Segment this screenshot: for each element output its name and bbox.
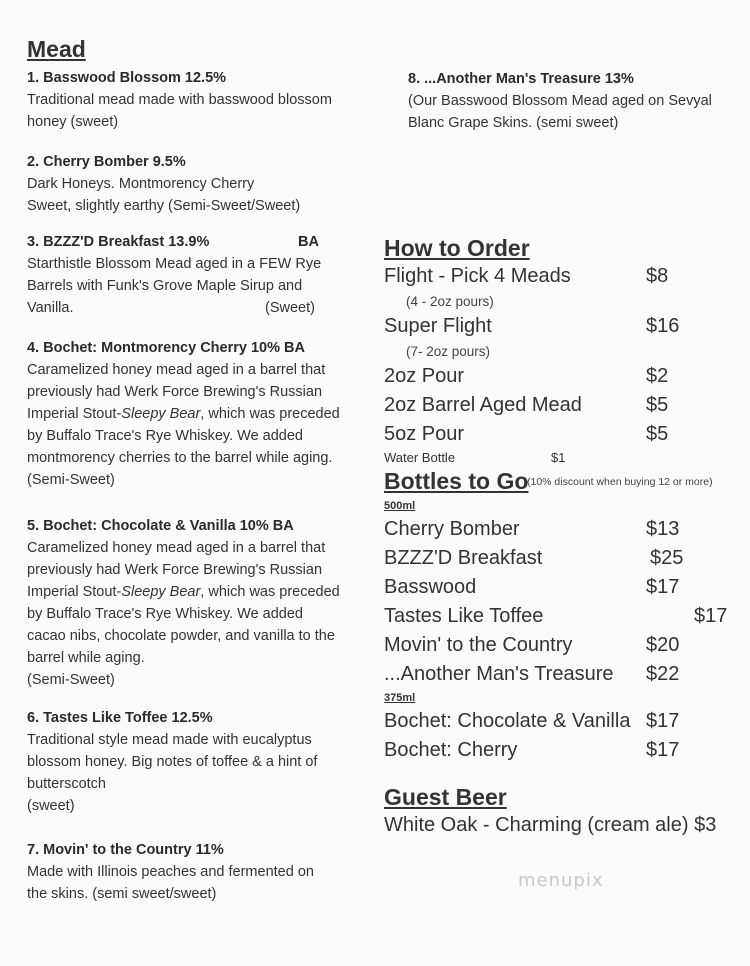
mead-item-1 [27, 67, 367, 133]
price-row-super-flight [384, 312, 734, 341]
bottles-heading [384, 467, 734, 497]
item-title: 2. Cherry Bomber 9.5% [27, 154, 186, 170]
bulk-discount-note: (10% discount when buying 12 or more) [527, 476, 713, 488]
price-row-2oz-pour [384, 362, 734, 391]
mead-heading: Mead [27, 36, 86, 62]
item-desc-line: the skins. (semi sweet/sweet) [27, 886, 217, 902]
item-desc-line: barrel while aging. [27, 650, 145, 666]
row-price: $17 [646, 739, 680, 761]
item-title: 6. Tastes Like Toffee 12.5% [27, 710, 213, 726]
mead-item-8 [408, 68, 738, 134]
item-title: 4. Bochet: Montmorency Cherry 10% BA [27, 340, 305, 356]
row-label: 2oz Pour [384, 365, 465, 387]
item-title: 8. ...Another Man's Treasure 13% [408, 71, 634, 87]
item-title-text: 3. BZZZ'D Breakfast 13.9% [27, 234, 210, 250]
guest-beer-row: White Oak - Charming (cream ale) $3 [384, 814, 717, 836]
row-price: $16 [646, 315, 680, 337]
item-desc-text: , which was preceded [200, 406, 340, 422]
bottle-row [384, 631, 734, 660]
row-label: BZZZ'D Breakfast [384, 547, 543, 569]
row-price: $25 [650, 547, 684, 569]
row-price: $22 [646, 663, 680, 685]
row-label: Flight - Pick 4 Meads [384, 265, 571, 287]
bottle-row [384, 544, 734, 573]
menupix-watermark: menupix [518, 870, 604, 891]
item-desc-line: Barrels with Funk's Grove Maple Sirup and [27, 278, 303, 294]
price-row-water-bottle [384, 449, 734, 467]
item-desc-line: Traditional mead made with basswood blossom [27, 92, 332, 108]
row-label: Super Flight [384, 315, 492, 337]
row-price: $2 [646, 365, 669, 387]
item-desc-line: (sweet) [27, 798, 75, 814]
item-desc-text: , which was preceded [200, 584, 340, 600]
bottle-row [384, 602, 734, 631]
item-desc-line: Sweet, slightly earthy (Semi-Sweet/Sweet) [27, 198, 301, 214]
item-desc-line: blossom honey. Big notes of toffee & a hint of [27, 754, 318, 770]
item-desc-italic: Sleepy Bear [121, 584, 201, 600]
how-to-order-heading: How to Order [384, 235, 530, 261]
sweetness-label: (Sweet) [265, 300, 315, 316]
item-title: 5. Bochet: Chocolate & Vanilla 10% BA [27, 518, 294, 534]
item-desc-line: honey (sweet) [27, 114, 119, 130]
item-desc-line [27, 581, 367, 603]
item-desc-line: Made with Illinois peaches and fermented on [27, 864, 314, 880]
bottle-row [384, 707, 734, 736]
row-subnote: (7- 2oz pours) [406, 344, 491, 359]
barrel-aged-badge: BA [298, 234, 319, 250]
row-price: $5 [646, 394, 669, 416]
row-price: $13 [646, 518, 680, 540]
price-row-flight [384, 262, 734, 291]
guest-beer-heading: Guest Beer [384, 784, 507, 810]
item-desc-line: (Semi-Sweet) [27, 672, 115, 688]
row-label: Tastes Like Toffee [384, 605, 544, 627]
row-price: $20 [646, 634, 680, 656]
size-label-500ml: 500ml [384, 500, 416, 512]
price-row-2oz-barrel [384, 391, 734, 420]
order-section [384, 234, 734, 840]
mead-item-2 [27, 151, 367, 217]
row-subnote: (4 - 2oz pours) [406, 294, 494, 309]
item-desc-line: Caramelized honey mead aged in a barrel that [27, 540, 326, 556]
row-price: $1 [551, 450, 566, 465]
row-label: Basswood [384, 576, 477, 598]
item-desc-line: butterscotch [27, 776, 106, 792]
item-desc-line: by Buffalo Trace's Rye Whiskey. We added [27, 428, 303, 444]
row-label: Bochet: Cherry [384, 739, 518, 761]
item-desc-line [27, 403, 367, 425]
mead-item-4 [27, 337, 367, 491]
row-label: Water Bottle [384, 450, 456, 465]
row-label: 2oz Barrel Aged Mead [384, 394, 582, 416]
item-title: 7. Movin' to the Country 11% [27, 842, 224, 858]
item-desc-line: Caramelized honey mead aged in a barrel that [27, 362, 326, 378]
bottles-title: Bottles to Go [384, 468, 529, 494]
item-desc-line: Dark Honeys. Montmorency Cherry [27, 176, 255, 192]
row-label: 5oz Pour [384, 423, 465, 445]
item-desc-line: montmorency cherries to the barrel while aging. [27, 450, 333, 466]
item-desc-line: previously had Werk Force Brewing's Russian [27, 562, 323, 578]
item-desc-line: (Our Basswood Blossom Mead aged on Sevyal [408, 93, 712, 109]
row-label: Cherry Bomber [384, 518, 520, 540]
mead-item-5 [27, 515, 367, 691]
item-desc-italic: Sleepy Bear [121, 406, 201, 422]
item-desc-line: by Buffalo Trace's Rye Whiskey. We added [27, 606, 303, 622]
row-price: $17 [694, 605, 728, 627]
item-desc-line: Starthistle Blossom Mead aged in a FEW Rye [27, 256, 322, 272]
mead-item-6 [27, 707, 367, 817]
row-price: $8 [646, 265, 669, 287]
bottle-row [384, 736, 734, 765]
mead-list [27, 34, 367, 923]
row-price: $5 [646, 423, 669, 445]
item-desc-text: Imperial Stout- [27, 584, 122, 600]
item-desc-line: cacao nibs, chocolate powder, and vanilla to the [27, 628, 335, 644]
mead-item-3 [27, 231, 367, 319]
item-desc-line: (Semi-Sweet) [27, 472, 115, 488]
mead-item-7 [27, 839, 367, 905]
row-label: Bochet: Chocolate & Vanilla [384, 710, 631, 732]
bottle-row [384, 515, 734, 544]
row-label: ...Another Man's Treasure [384, 663, 614, 685]
item-desc-text: Vanilla. [27, 300, 74, 316]
price-row-5oz-pour [384, 420, 734, 449]
row-label: Movin' to the Country [384, 634, 573, 656]
item-desc-text: Imperial Stout- [27, 406, 122, 422]
item-desc-line: Traditional style mead made with eucalyptus [27, 732, 312, 748]
item-title [27, 231, 367, 253]
size-label-375ml: 375ml [384, 692, 416, 704]
item-desc-line: Blanc Grape Skins. (semi sweet) [408, 115, 619, 131]
item-desc-line [27, 297, 367, 319]
row-price: $17 [646, 710, 680, 732]
bottle-row [384, 573, 734, 602]
row-price: $17 [646, 576, 680, 598]
item-title: 1. Basswood Blossom 12.5% [27, 70, 227, 86]
item-desc-line: previously had Werk Force Brewing's Russian [27, 384, 323, 400]
bottle-row [384, 660, 734, 689]
